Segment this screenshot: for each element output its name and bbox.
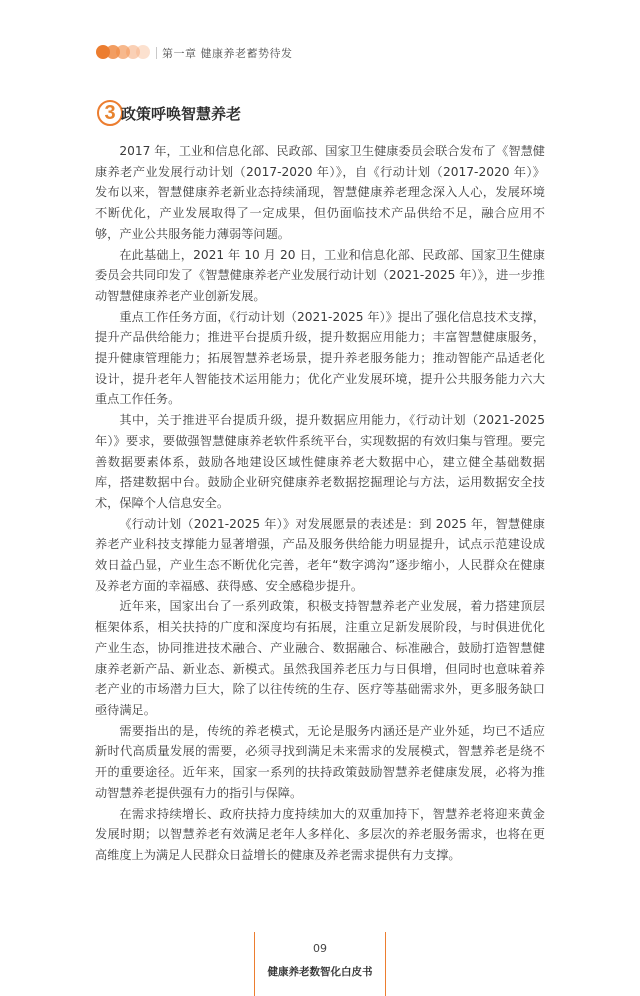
page-number: 09 bbox=[313, 942, 327, 955]
paragraph: 其中，关于推进平台提质升级，提升数据应用能力，《行动计划（2021-2025 年）》要求，要做强智慧健康养老软件系统平台，实现数据的有效归集与管理。要完善数据要素体系，鼓励各地建设区域性健康养老大数据中心，建立健全基础数据库，搭建数据中台。鼓励企业研究健康养老数据挖掘理论与方法，运用数据安全技术，保障个人信息安全。 bbox=[95, 413, 545, 510]
paragraph: 《行动计划（2021-2025 年）》对发展愿景的表述是：到 2025 年，智慧健康养老产业科技支撑能力显著增强，产品及服务供给能力明显提升，试点示范建设成效日益凸显，产业生态不断优化完善，老年“数字鸿沟”逐步缩小，人民群众在健康及养老方面的幸福感、获得感、安全感稳步提升。 bbox=[95, 516, 545, 593]
section-number-badge: 3 bbox=[97, 100, 123, 126]
section-heading bbox=[97, 100, 397, 130]
paragraph: 在此基础上，2021 年 10 月 20 日，工业和信息化部、民政部、国家卫生健康委员会共同印发了《智慧健康养老产业发展行动计划（2021-2025 年）》，进一步推动智慧健康养老产业创新发展。 bbox=[95, 247, 545, 303]
paragraph: 近年来，国家出台了一系列政策，积极支持智慧养老产业发展，着力搭建顶层框架体系，相关扶持的广度和深度均有拓展，注重立足新发展阶段，与时俱进优化产业生态，协同推进技术融合、产业融合、数据融合、标准融合，鼓励打造智慧健康养老新产品、新业态、新模式。虽然我国养老压力与日俱增，但同时也意味着养老产业的市场潜力巨大，除了以往传统的生存、医疗等基础需求外，更多服务缺口亟待满足。 bbox=[95, 599, 545, 717]
decorative-dots-icon bbox=[96, 45, 156, 59]
paragraph: 重点工作任务方面，《行动计划（2021-2025 年）》提出了强化信息技术支撑，提升产品供给能力；推进平台提质升级，提升数据应用能力；丰富智慧健康服务，提升健康管理能力；拓展智慧养老场景，提升养老服务能力；推动智能产品适老化设计，提升老年人智能技术运用能力；优化产业发展环境，提升公共服务能力六大重点工作任务。 bbox=[95, 309, 545, 407]
header-divider bbox=[156, 47, 157, 59]
paragraph: 需要指出的是，传统的养老模式，无论是服务内涵还是产业外延，均已不适应新时代高质量发展的需要，必须寻找到满足未来需求的发展模式，智慧养老是绕不开的重要途径。近年来，国家一系列的扶持政策鼓励智慧养老健康发展，必将为推动智慧养老提供强有力的指引与保障。 bbox=[95, 723, 545, 800]
page-footer bbox=[254, 932, 386, 996]
body-text bbox=[95, 141, 545, 866]
chapter-header bbox=[96, 44, 396, 60]
section-title: 政策呼唤智慧养老 bbox=[121, 105, 242, 123]
publication-title: 健康养老数智化白皮书 bbox=[267, 966, 373, 978]
chapter-title: 第一章 健康养老蓄势待发 bbox=[162, 47, 293, 60]
paragraph: 在需求持续增长、政府扶持力度持续加大的双重加持下，智慧养老将迎来黄金发展时期；以智慧养老有效满足老年人多样化、多层次的养老服务需求，也将在更高维度上为满足人民群众日益增长的健康及养老需求提供有力支撑。 bbox=[95, 806, 545, 862]
paragraph: 2017 年，工业和信息化部、民政部、国家卫生健康委员会联合发布了《智慧健康养老产业发展行动计划（2017-2020 年）》，自《行动计划（2017-2020 年）》发布以来，智慧健康养老新业态持续涌现，智慧健康养老理念深入人心，发展环境不断优化，产业发展取得了一定成果，但仍面临技术产品供给不足，融合应用不够，产业公共服务能力薄弱等问题。 bbox=[95, 144, 545, 241]
